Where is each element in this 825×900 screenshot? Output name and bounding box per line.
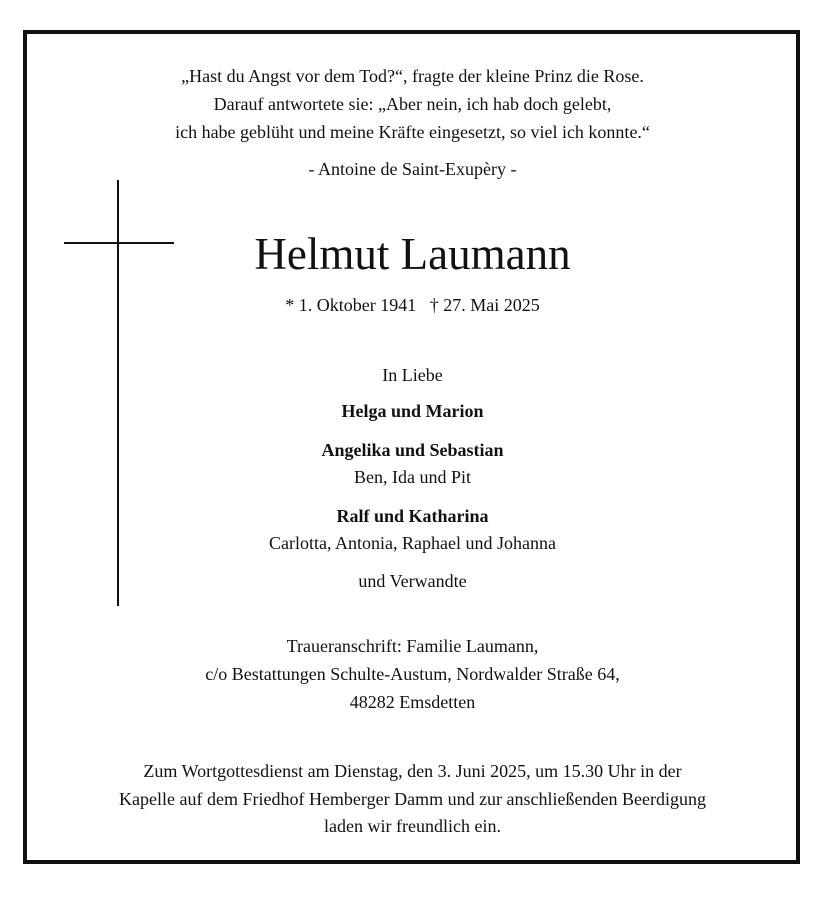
mourner-group-3: Ralf und Katharina [336, 506, 489, 526]
quote-line-3: ich habe geblüht und meine Kräfte eingesetzt, so viel ich konnte.“ [175, 122, 650, 142]
mourners-intro: In Liebe [382, 365, 443, 385]
mourner-group-2: Angelika und Sebastian [321, 440, 504, 460]
mourner-group-2-children: Ben, Ida und Pit [354, 467, 471, 487]
deceased-name: Helmut Laumann [254, 229, 571, 279]
mourners-relatives: und Verwandte [358, 571, 467, 591]
mourner-group-1: Helga und Marion [341, 401, 484, 421]
life-dates: * 1. Oktober 1941 † 27. Mai 2025 [285, 295, 540, 315]
quote-author: - Antoine de Saint-Exupèry - [308, 159, 517, 179]
address-line-1: Traueranschrift: Familie Laumann, [286, 636, 539, 656]
quote-line-1: „Hast du Angst vor dem Tod?“, fragte der kleine Prinz die Rose. [181, 66, 644, 86]
service-line-2: Kapelle auf dem Friedhof Hemberger Damm und zur anschließenden Beerdigung [119, 789, 706, 809]
quote-line-2: Darauf antwortete sie: „Aber nein, ich hab doch gelebt, [213, 94, 612, 114]
service-line-3: laden wir freundlich ein. [324, 816, 501, 836]
service-line-1: Zum Wortgottesdienst am Dienstag, den 3. Juni 2025, um 15.30 Uhr in der [143, 761, 682, 781]
mourner-group-3-children: Carlotta, Antonia, Raphael und Johanna [269, 533, 556, 553]
address-line-3: 48282 Emsdetten [349, 692, 476, 712]
address-line-2: c/o Bestattungen Schulte-Austum, Nordwalder Straße 64, [205, 664, 620, 684]
